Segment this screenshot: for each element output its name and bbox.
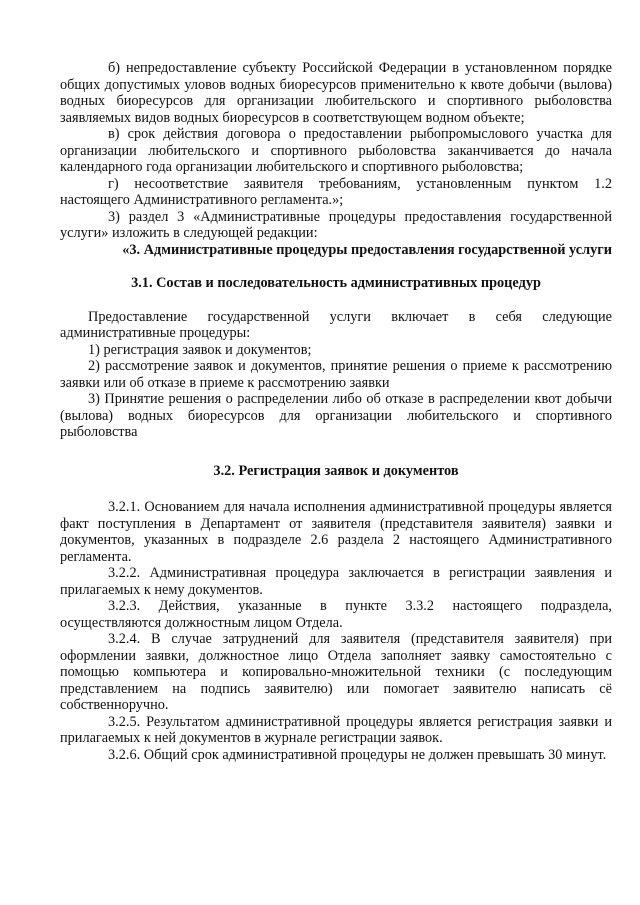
section-3-heading: «3. Административные процедуры предоставления государственной услуги xyxy=(122,241,612,258)
section-3-1-item-2: 2) рассмотрение заявок и документов, принятие решения о приеме к рассмотрению заявки или об отказе в приеме к рассмотрению заявки xyxy=(60,358,612,391)
document-page xyxy=(60,60,612,763)
clause-3-2-4: 3.2.4. В случае затруднений для заявителя (представителя заявителя) при оформлении заявки, должностное лицо Отдела заполняет заявку самостоятельно с помощью компьютера и копировально-множительной техники (с последующим представлением на подпись заявителю) или помогает заявителю написать сё собственноручно. xyxy=(60,631,612,713)
clause-3-2-2: 3.2.2. Административная процедура заключается в регистрации заявления и прилагаемых к нему документов. xyxy=(60,565,612,598)
section-3-2-title: 3.2. Регистрация заявок и документов xyxy=(213,462,459,479)
section-3-1-intro: Предоставление государственной услуги включает в себя следующие административные процедуры: xyxy=(60,308,612,341)
clause-3-2-1: 3.2.1. Основанием для начала исполнения административной процедуры является факт поступления в Департамент от заявителя (представителя заявителя) заявки и документов, указанных в подразделе 2.6 раздела 2 настоящего Административного регламента. xyxy=(60,499,612,565)
clause-3-2-6: 3.2.6. Общий срок административной процедуры не должен превышать 30 минут. xyxy=(108,746,607,763)
paragraph-g: г) несоответствие заявителя требованиям, установленным пунктом 1.2 настоящего Административного регламента.»; xyxy=(60,175,612,208)
clause-3-2-3: 3.2.3. Действия, указанные в пункте 3.3.2 настоящего подраздела, осуществляются должностным лицом Отдела. xyxy=(60,598,612,631)
paragraph-3-section: 3) раздел 3 «Административные процедуры предоставления государственной услуги» изложить в следующей редакции: xyxy=(60,208,612,241)
section-3-1-item-1: 1) регистрация заявок и документов; xyxy=(88,341,312,358)
clause-3-2-5: 3.2.5. Результатом административной процедуры является регистрация заявки и прилагаемых к ней документов в журнале регистрации заявок. xyxy=(60,713,612,746)
section-3-1-item-3: 3) Принятие решения о распределении либо об отказе в распределении квот добычи (вылова) водных биоресурсов для организации любительского и спортивного рыболовства xyxy=(60,391,612,440)
paragraph-b: б) непредоставление субъекту Российской Федерации в установленном порядке общих допустимых уловов водных биоресурсов применительно к квоте добычи (вылова) водных биоресурсов для организации любительского и спортивного рыболовства заявляемых видов водных биоресурсов в соответствующем водном объекте; xyxy=(60,60,612,126)
paragraph-v: в) срок действия договора о предоставлении рыбопромыслового участка для организации любительского и спортивного рыболовства заканчивается до начала календарного года организации любительского и спортивного рыболовства; xyxy=(60,126,612,175)
section-3-1-title: 3.1. Состав и последовательность административных процедур xyxy=(131,275,541,291)
